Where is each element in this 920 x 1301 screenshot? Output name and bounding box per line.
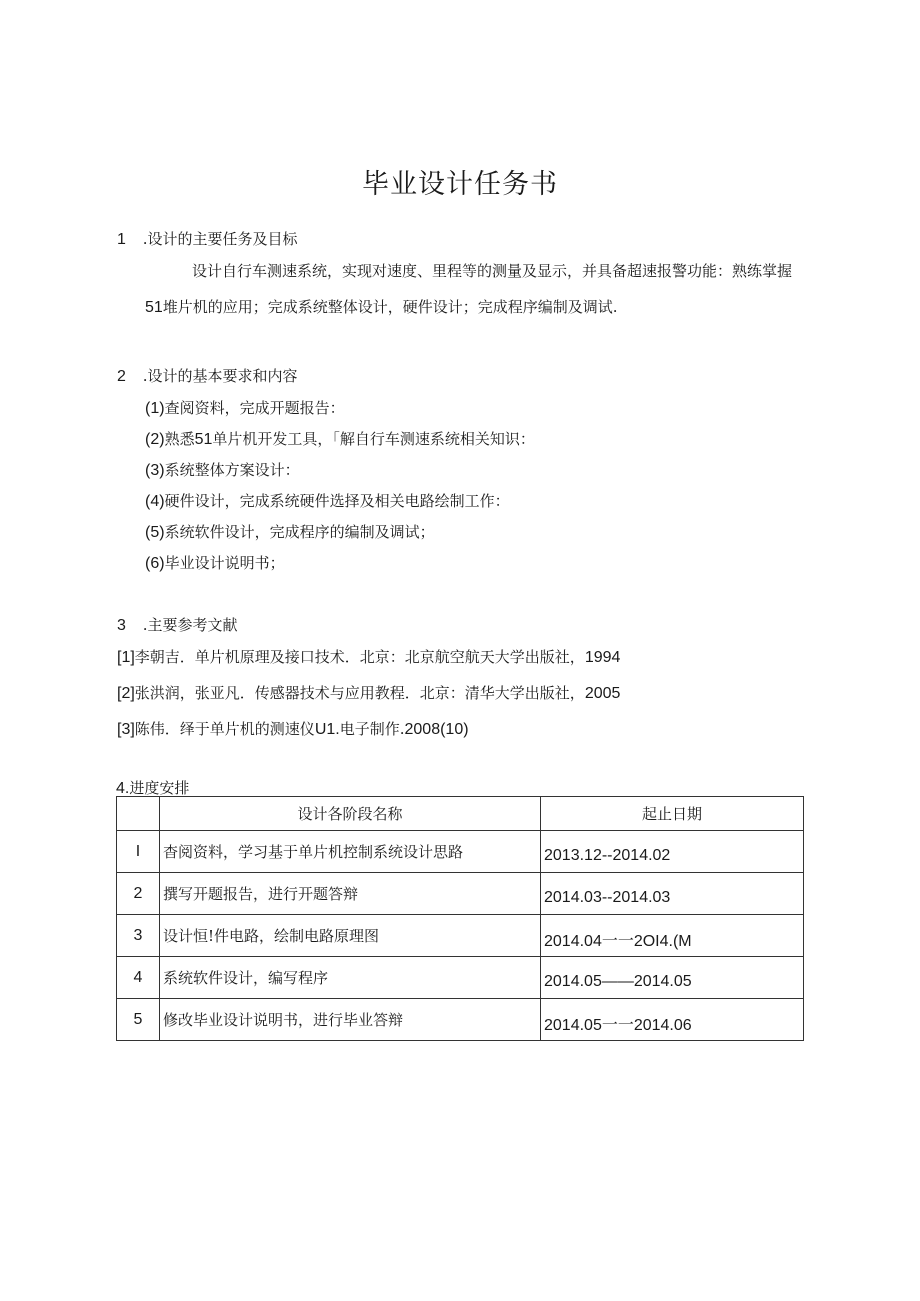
requirement-item-text: 查阅资料，完成开题报告：: [164, 399, 345, 417]
requirement-item-text: 熟悉: [164, 430, 195, 448]
table-cell-stage: 杳阅资料，学习基于单片机控制系统设计思路: [160, 831, 541, 873]
reference-text: 张洪润，张亚凡．传感器技术与应用教程．北京：清华大学出版社，: [134, 684, 585, 702]
table-cell-index: 4: [117, 957, 160, 999]
reference-code: U1.: [314, 721, 340, 738]
table-cell-date: 2013.12--2014.02: [541, 831, 804, 873]
section-1-number: 1: [117, 231, 126, 248]
section-3-heading: [117, 614, 237, 635]
section-1-paragraph-line-1: 设计自行车测速系统，实现对速度、里程等的测量及显示，并具备超速报警功能：熟练掌握: [192, 262, 793, 280]
table-row: [117, 831, 804, 873]
section-1-paragraph-line-2: [145, 296, 618, 317]
reference-number: [1]: [117, 649, 135, 666]
section-3-title: .主要参考文献: [142, 616, 238, 634]
requirement-item-6: [145, 552, 285, 573]
reference-text: 电子制作.: [339, 720, 405, 738]
section-2-title: .设计的基本要求和内容: [142, 367, 298, 385]
section-2-heading: [117, 365, 297, 386]
table-row: [117, 873, 804, 915]
table-cell-date: 2014.05一一2014.06: [541, 999, 804, 1041]
table-header-cell: [117, 797, 160, 831]
reference-text: 陈伟．绎于单片机的测速仪: [134, 720, 315, 738]
reference-number: [2]: [117, 685, 135, 702]
schedule-table: [116, 796, 804, 1041]
table-cell-stage: 撰写开题报告，进行开题答辩: [160, 873, 541, 915]
requirement-item-2: [145, 428, 535, 449]
table-cell-date: 2014.05——2014.05: [541, 957, 804, 999]
document-title: 毕业设计任务书: [362, 169, 558, 200]
requirement-item-text: 硬件设计，完成系统硬件选择及相关电路绘制工作：: [164, 492, 510, 510]
table-row: [117, 915, 804, 957]
section-1-paragraph-text: 堆片机的应用；完成系统整体设计，硬件设计；完成程序编制及调试.: [162, 298, 618, 316]
table-cell-index: 2: [117, 873, 160, 915]
section-4-title: 进度安排: [129, 779, 190, 797]
reference-year: 2008(10): [404, 721, 469, 738]
table-header-cell: 起止日期: [541, 797, 804, 831]
requirement-item-text: 系统整体方案设计：: [164, 461, 300, 479]
section-1-title: .设计的主要任务及目标: [142, 230, 298, 248]
table-row: [117, 999, 804, 1041]
table-row: [117, 957, 804, 999]
reference-year: 1994: [584, 649, 621, 666]
table-cell-index: 5: [117, 999, 160, 1041]
reference-item-1: [117, 646, 620, 667]
requirement-item-text: 单片机开发工具，「解自行车测速系统相关知识：: [212, 430, 535, 448]
reference-item-2: [117, 682, 620, 703]
requirement-item-number: (5): [145, 524, 165, 541]
requirement-item-text: 毕业设计说明书；: [164, 554, 285, 572]
requirement-item-3: [145, 459, 300, 480]
table-cell-index: 3: [117, 915, 160, 957]
table-cell-stage: 修改毕业设计说明书，进行毕业答辩: [160, 999, 541, 1041]
requirement-item-4: [145, 490, 510, 511]
requirement-item-5: [145, 521, 435, 542]
table-cell-date: 2014.03--2014.03: [541, 873, 804, 915]
table-header-cell: 设计各阶段名称: [160, 797, 541, 831]
requirement-item-text: 系统软件设计，完成程序的编制及调试；: [164, 523, 435, 541]
section-4-number: 4.: [116, 780, 130, 797]
section-3-number: 3: [117, 617, 126, 634]
table-cell-date: 2014.04一一2OI4.(M: [541, 915, 804, 957]
reference-year: 2005: [584, 685, 621, 702]
reference-number: [3]: [117, 721, 135, 738]
requirement-item-number: (4): [145, 493, 165, 510]
table-cell-stage: 系统软件设计，编写程序: [160, 957, 541, 999]
section-4-heading: [116, 777, 189, 798]
table-header-row: [117, 797, 804, 831]
reference-text: 李朝吉．单片机原理及接口技术．北京：北京航空航天大学出版社，: [134, 648, 585, 666]
requirement-item-number: (2): [145, 431, 165, 448]
chip-model-number: 51: [145, 299, 163, 316]
table-cell-index: I: [117, 831, 160, 873]
requirement-item-number: (6): [145, 555, 165, 572]
section-1-heading: [117, 228, 297, 249]
table-cell-stage: 设计恒!件电路，绘制电路原理图: [160, 915, 541, 957]
requirement-item-1: [145, 397, 345, 418]
section-2-number: 2: [117, 368, 126, 385]
chip-model-number: 51: [194, 431, 213, 448]
requirement-item-number: (3): [145, 462, 165, 479]
reference-item-3: [117, 718, 469, 739]
requirement-item-number: (1): [145, 400, 165, 417]
